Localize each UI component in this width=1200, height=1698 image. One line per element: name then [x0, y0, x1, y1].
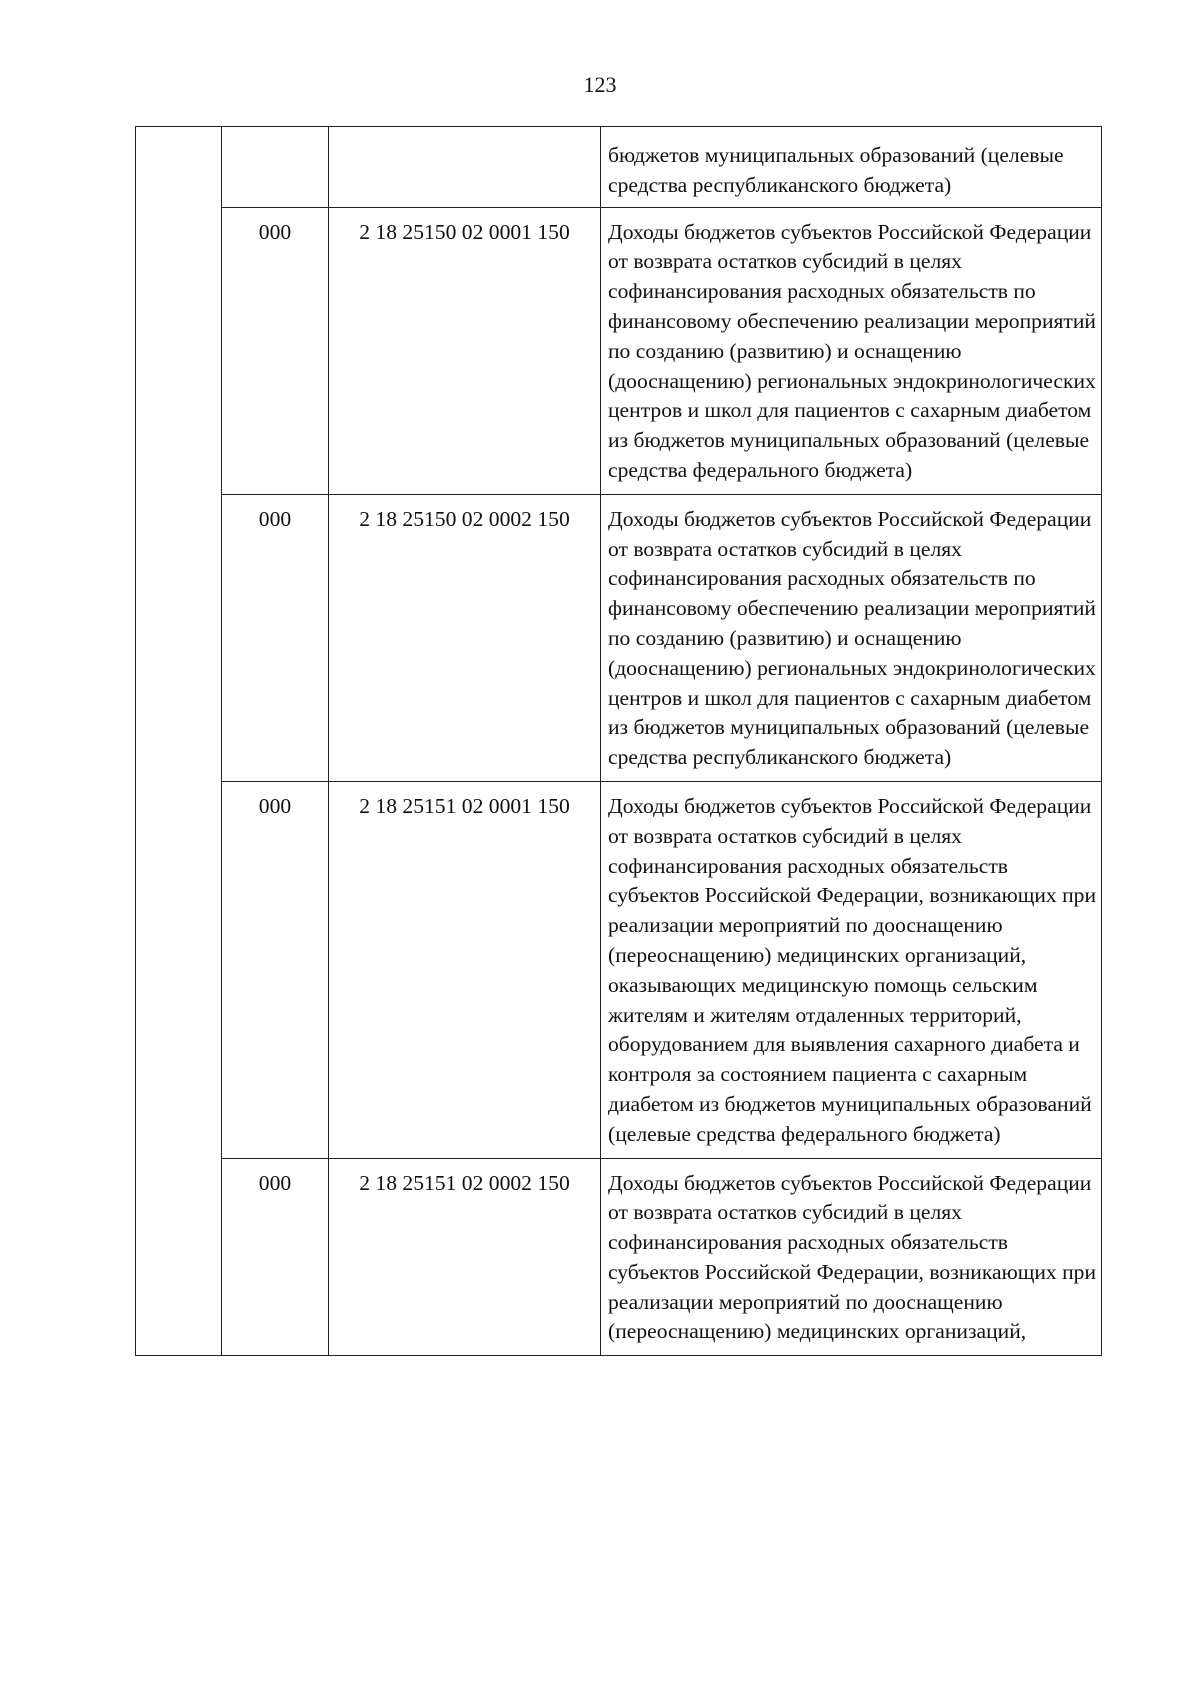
- description-cell: Доходы бюджетов субъектов Российской Федерации от возврата остатков субсидий в целях софинансирования расходных обязательств субъектов Российской Федерации, возникающих при реализации мероприятий по дооснащению (переоснащению) медицинских организаций,: [601, 1158, 1102, 1356]
- table-row: [136, 1158, 1102, 1356]
- admin-code-cell: 000: [222, 207, 329, 494]
- table-row: [136, 207, 1102, 494]
- table-row: [136, 781, 1102, 1158]
- budget-classification-table: [135, 126, 1102, 1356]
- budget-code-cell: 2 18 25150 02 0002 150: [329, 494, 601, 781]
- description-cell: Доходы бюджетов субъектов Российской Федерации от возврата остатков субсидий в целях софинансирования расходных обязательств субъектов Российской Федерации, возникающих при реализации мероприятий по дооснащению (переоснащению) медицинских организаций, оказывающих медицинскую помощь сельским жителям и жителям отдаленных территорий, оборудованием для выявления сахарного диабета и контроля за состоянием пациента с сахарным диабетом из бюджетов муниципальных образований (целевые средства федерального бюджета): [601, 781, 1102, 1158]
- budget-code-cell: 2 18 25151 02 0002 150: [329, 1158, 601, 1356]
- budget-code-cell: [329, 127, 601, 208]
- admin-code-cell: 000: [222, 1158, 329, 1356]
- description-cell: Доходы бюджетов субъектов Российской Федерации от возврата остатков субсидий в целях софинансирования расходных обязательств по финансовому обеспечению реализации мероприятий по созданию (развитию) и оснащению (дооснащению) региональных эндокринологических центров и школ для пациентов с сахарным диабетом из бюджетов муниципальных образований (целевые средства республиканского бюджета): [601, 494, 1102, 781]
- budget-code-cell: 2 18 25150 02 0001 150: [329, 207, 601, 494]
- table-row: [136, 127, 1102, 208]
- description-cell: бюджетов муниципальных образований (целевые средства республиканского бюджета): [601, 127, 1102, 208]
- blank-first-column-cell: [136, 127, 222, 1356]
- admin-code-cell: [222, 127, 329, 208]
- admin-code-cell: 000: [222, 781, 329, 1158]
- table-row: [136, 494, 1102, 781]
- admin-code-cell: 000: [222, 494, 329, 781]
- page-number: 123: [583, 72, 617, 97]
- description-cell: Доходы бюджетов субъектов Российской Федерации от возврата остатков субсидий в целях софинансирования расходных обязательств по финансовому обеспечению реализации мероприятий по созданию (развитию) и оснащению (дооснащению) региональных эндокринологических центров и школ для пациентов с сахарным диабетом из бюджетов муниципальных образований (целевые средства федерального бюджета): [601, 207, 1102, 494]
- budget-code-cell: 2 18 25151 02 0001 150: [329, 781, 601, 1158]
